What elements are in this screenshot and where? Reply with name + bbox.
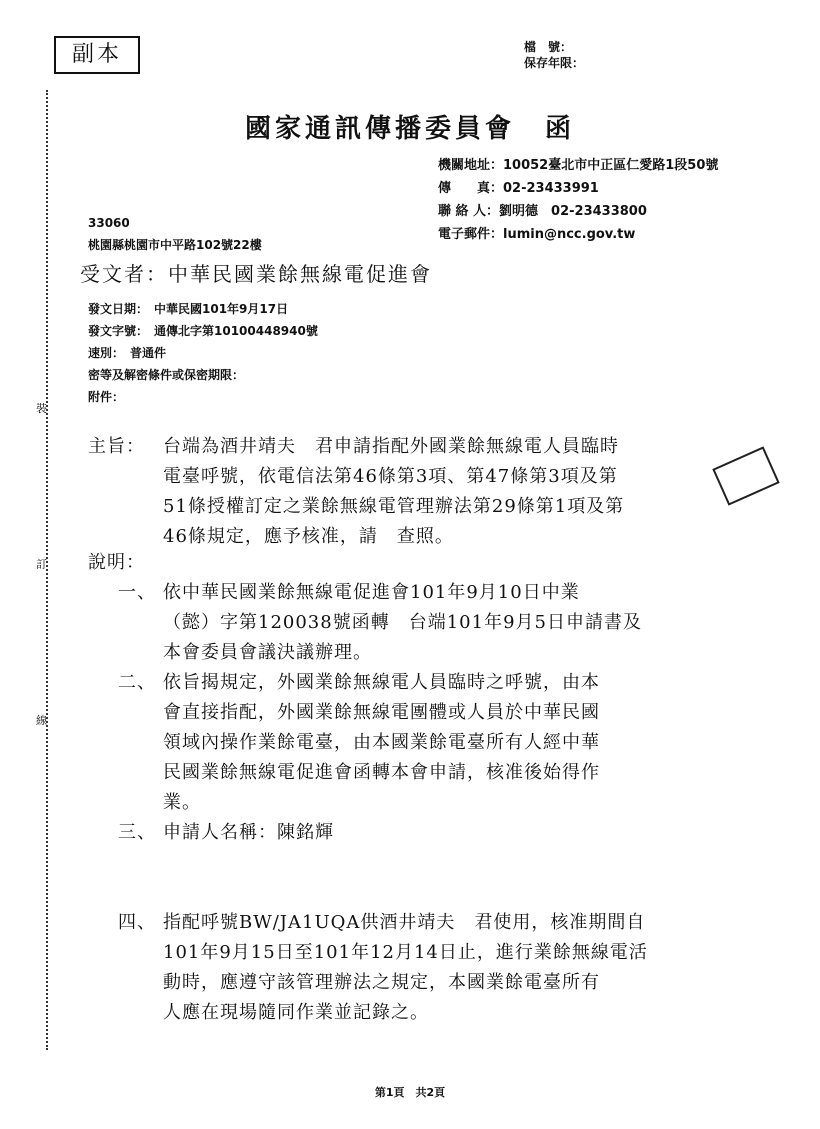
- attachments: 附件：: [88, 390, 125, 404]
- document-type: 函: [545, 114, 576, 144]
- postal-code: 33060: [88, 216, 130, 230]
- item-line: 民國業餘無線電促進會函轉本會申請，核准後始得作: [163, 762, 600, 783]
- agency-address: 機關地址：10052臺北市中正區仁愛路1段50號: [438, 158, 719, 173]
- item-line: 人應在現場隨同作業並記錄之。: [163, 1002, 429, 1023]
- item-line: 領域內操作業餘電臺，由本國業餘電臺所有人經中華: [163, 732, 600, 753]
- secrecy-level: 密等及解密條件或保密期限：: [88, 368, 245, 382]
- item-line: 依中華民國業餘無線電促進會101年9月10日中業: [163, 582, 580, 603]
- issue-date: 發文日期： 中華民國101年9月17日: [88, 302, 289, 316]
- item-line: 申請人名稱：陳銘輝: [163, 822, 334, 843]
- item-line: 動時，應遵守該管理辦法之規定，本國業餘電臺所有: [163, 972, 600, 993]
- received-stamp: [712, 446, 779, 505]
- item-line: 業。: [163, 792, 201, 813]
- item-line: 指配呼號BW/JA1UQA供酒井靖夫 君使用，核准期間自: [163, 912, 646, 933]
- agency-name: 國家通訊傳播委員會: [244, 114, 515, 144]
- subject-label: 主旨：: [88, 436, 145, 457]
- binding-mark: 裝: [36, 402, 47, 415]
- item-line: 本會委員會議決議辦理。: [163, 642, 372, 663]
- subject-line: 51條授權訂定之業餘無線電管理辦法第29條第1項及第: [163, 496, 625, 517]
- page-number: 第1頁 共2頁: [374, 1086, 446, 1099]
- binding-mark: 訂: [36, 558, 47, 571]
- item-line: 101年9月15日至101年12月14日止，進行業餘無線電活: [163, 942, 648, 963]
- item-number: 四、: [118, 912, 156, 933]
- item-line: 依旨揭規定，外國業餘無線電人員臨時之呼號，由本: [163, 672, 600, 693]
- recipient-label: 受文者：: [80, 262, 168, 286]
- document-title: [0, 108, 820, 145]
- item-number: 一、: [118, 582, 156, 603]
- subject-line: 台端為酒井靖夫 君申請指配外國業餘無線電人員臨時: [163, 436, 619, 457]
- binding-mark: 線: [36, 714, 47, 727]
- contact-person: 聯 絡 人：劉明德 02-23433800: [438, 204, 647, 219]
- delivery-speed: 速別： 普通件: [88, 346, 167, 360]
- contact-email: 電子郵件：lumin@ncc.gov.tw: [438, 227, 636, 242]
- agency-fax: 傳 真：02-23433991: [438, 181, 599, 196]
- item-number: 二、: [118, 672, 156, 693]
- recipient-name: 中華民國業餘無線電促進會: [168, 262, 432, 286]
- subject-line: 電臺呼號，依電信法第46條第3項、第47條第3項及第: [163, 466, 618, 487]
- retention-period-label: 保存年限：: [524, 56, 585, 70]
- recipient-address: 桃園縣桃園市中平路102號22樓: [88, 238, 262, 252]
- file-number-label: 檔 號：: [524, 40, 573, 54]
- copy-label-box: 副本: [54, 36, 140, 74]
- item-line: （懿）字第120038號函轉 台端101年9月5日申請書及: [163, 612, 642, 633]
- item-line: 會直接指配，外國業餘無線電團體或人員於中華民國: [163, 702, 600, 723]
- recipient-line: [80, 258, 432, 287]
- subject-line: 46條規定，應予核准，請 查照。: [163, 526, 454, 547]
- item-number: 三、: [118, 822, 156, 843]
- document-number: 發文字號： 通傳北字第10100448940號: [88, 324, 318, 338]
- explanation-label: 說明：: [88, 552, 145, 573]
